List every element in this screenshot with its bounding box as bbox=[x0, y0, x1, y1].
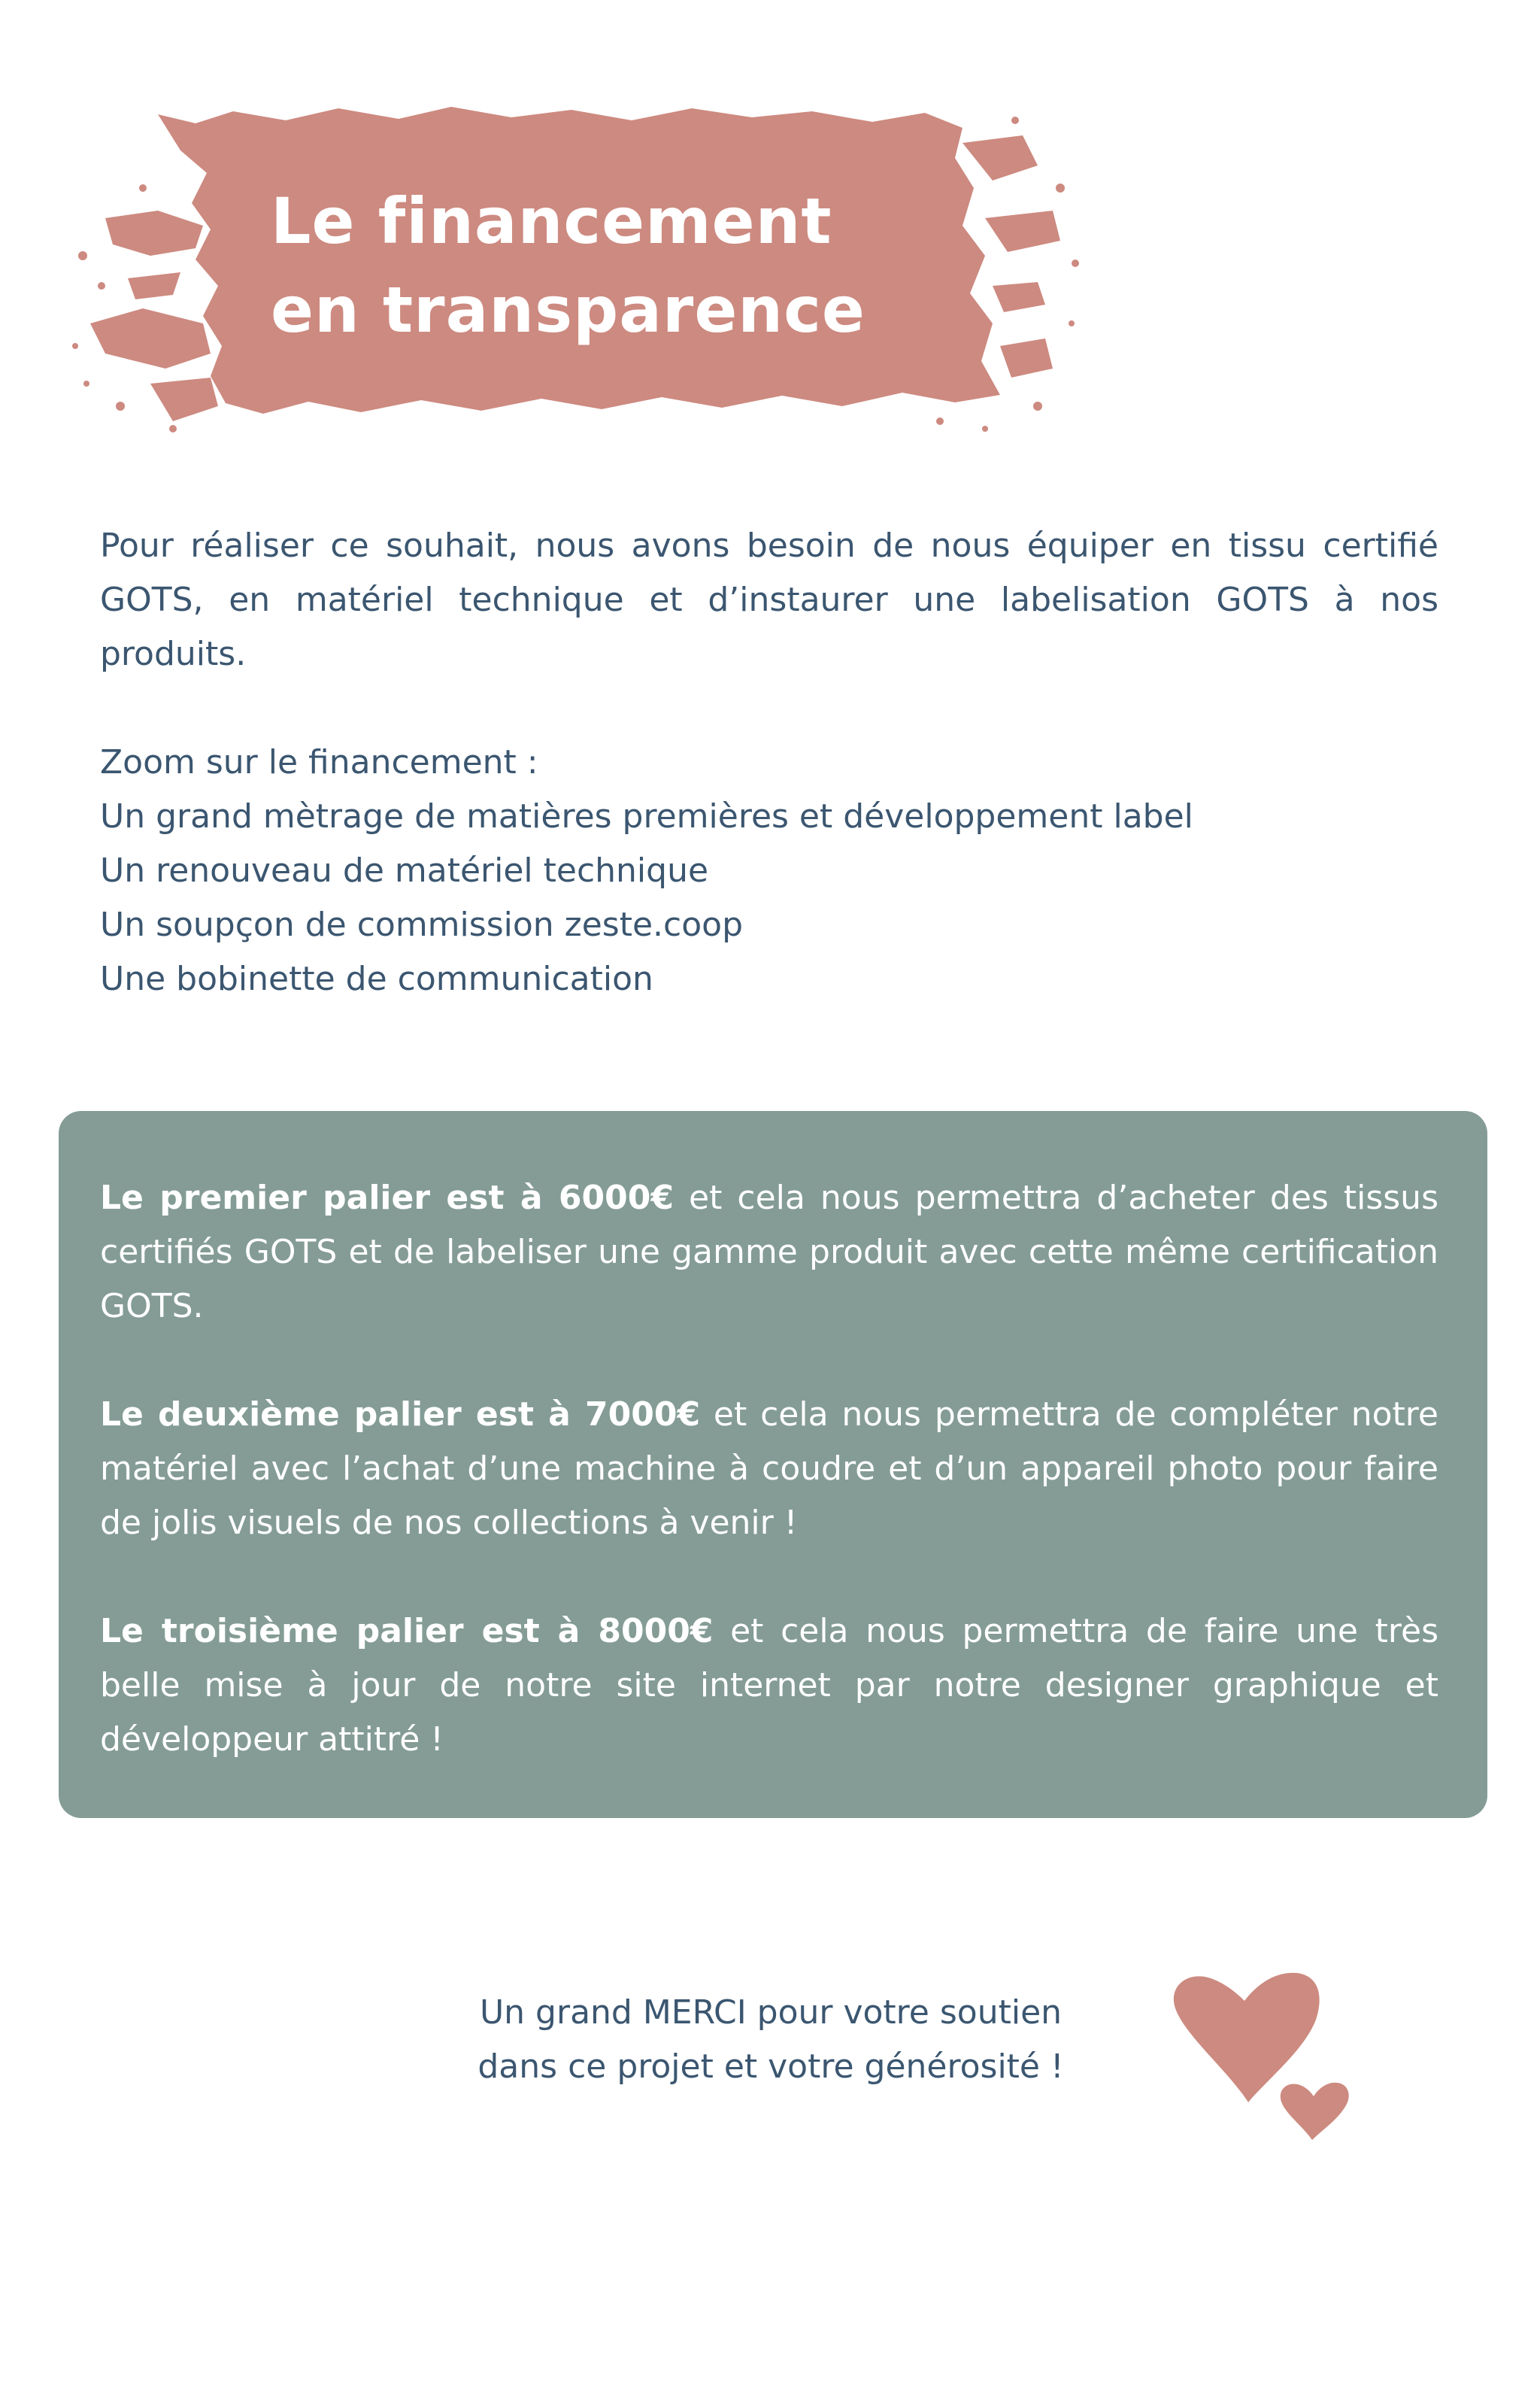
tier-3-text: et cela nous permettra de faire une très belle mise à jour de notre site internet par notre designer graphique et développeur attitré ! bbox=[100, 1612, 1438, 1759]
list-item: Un grand mètrage de matières premières et développement label bbox=[100, 797, 1193, 836]
list-item: Un soupçon de commission zeste.coop bbox=[100, 906, 743, 944]
tier-3 bbox=[100, 1604, 1438, 1767]
tier-1-title: Le premier palier est à 6000€ bbox=[100, 1179, 674, 1217]
tier-2-text: et cela nous permettra de compléter notre matériel avec l’achat d’une machine à coudre et d’un appareil photo pour faire de jolis visuels de nos collections à venir ! bbox=[100, 1395, 1438, 1542]
title-banner bbox=[60, 98, 1098, 444]
title-line-1: Le financement bbox=[271, 184, 832, 258]
big-heart-icon bbox=[1174, 1973, 1320, 2102]
intro-section bbox=[100, 519, 1438, 1006]
thanks-line-2: dans ce projet et votre générosité ! bbox=[477, 2047, 1064, 2086]
thanks-line-1: Un grand MERCI pour votre soutien bbox=[479, 1993, 1063, 2032]
small-heart-icon bbox=[1281, 2083, 1349, 2140]
page-title bbox=[271, 177, 865, 354]
list-item: Un renouveau de matériel technique bbox=[100, 851, 709, 890]
tier-2 bbox=[100, 1388, 1438, 1550]
list-item: Une bobinette de communication bbox=[100, 960, 653, 998]
tier-2-title: Le deuxième palier est à 7000€ bbox=[100, 1395, 701, 1434]
tier-3-title: Le troisième palier est à 8000€ bbox=[100, 1612, 714, 1650]
tier-1 bbox=[100, 1171, 1438, 1334]
thanks-message bbox=[391, 1986, 1150, 2094]
hearts-icon bbox=[1169, 1967, 1365, 2147]
funding-tiers-box bbox=[59, 1111, 1487, 1818]
title-line-2: en transparence bbox=[271, 273, 865, 347]
intro-paragraph: Pour réaliser ce souhait, nous avons besoin de nous équiper en tissu certifié GOTS, en matériel technique et d’instaurer une labelisation GOTS à nos produits. bbox=[100, 527, 1438, 673]
funding-heading: Zoom sur le financement : bbox=[100, 743, 538, 782]
tier-1-text: et cela nous permettra d’acheter des tissus certifiés GOTS et de labeliser une gamme produit avec cette même certification GOTS. bbox=[100, 1179, 1438, 1325]
funding-list bbox=[100, 736, 1438, 1006]
